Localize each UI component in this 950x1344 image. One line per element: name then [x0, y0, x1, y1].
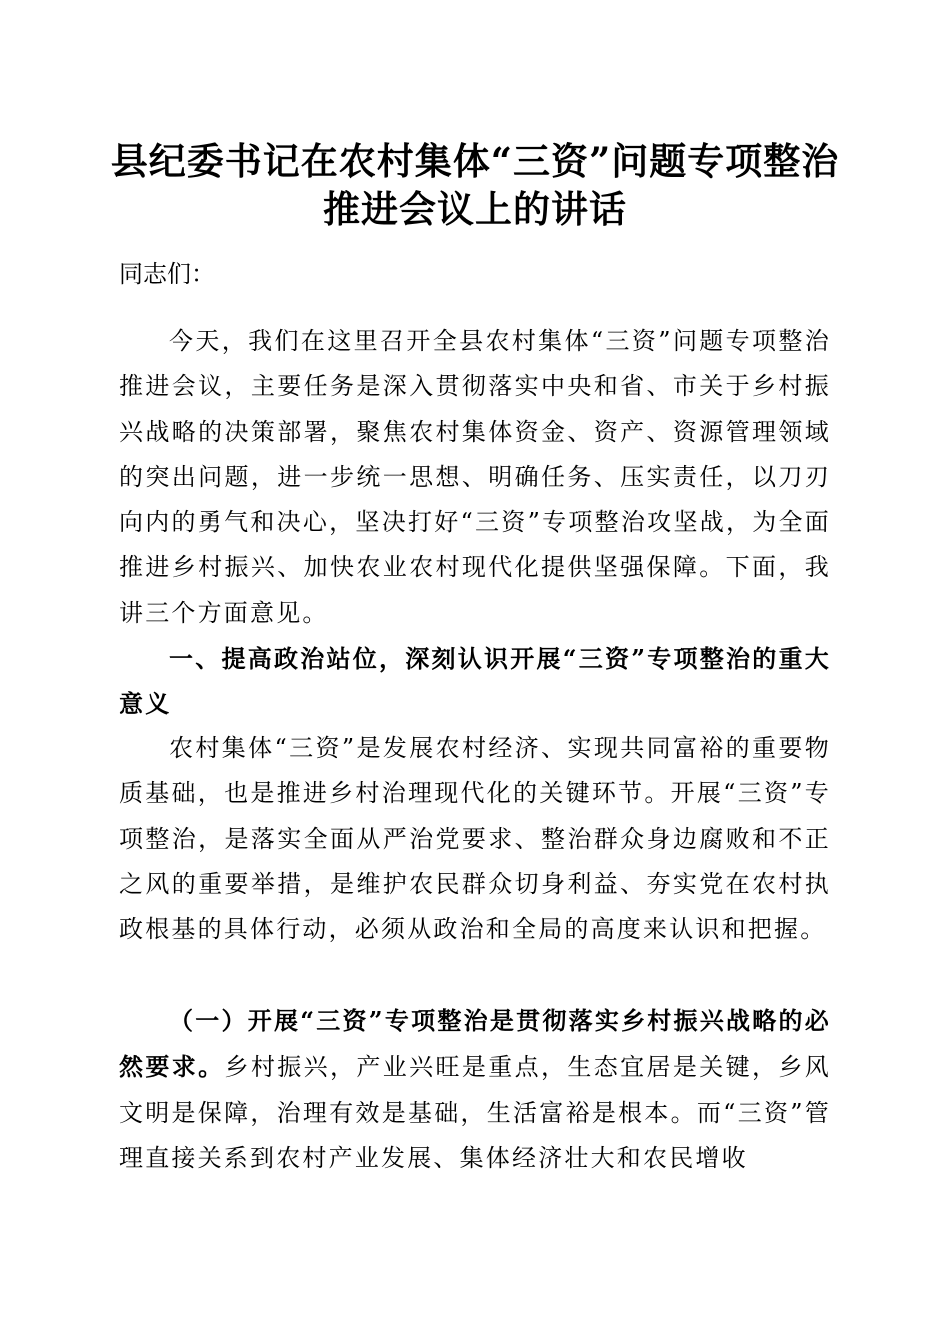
paragraph-subsection-1	[119, 998, 831, 1181]
paragraph-significance: 农村集体“三资”是发展农村经济、实现共同富裕的重要物质基础，也是推进乡村治理现代化的关键环节。开展“三资”专项整治，是落实全面从严治党要求、整治群众身边腐败和不正之风的重要举措，是维护农民群众切身利益、夯实党在农村执政根基的具体行动，必须从政治和全局的高度来认识和把握。	[119, 734, 831, 944]
document-title-line-2: 推进会议上的讲话	[323, 187, 627, 231]
paragraph-intro: 今天，我们在这里召开全县农村集体“三资”问题专项整治推进会议，主要任务是深入贯彻落实中央和省、市关于乡村振兴战略的决策部署，聚焦农村集体资金、资产、资源管理领域的突出问题，进一步统一思想、明确任务、压实责任，以刀刃向内的勇气和决心，坚决打好“三资”专项整治攻坚战，为全面推进乡村振兴、加快农业农村现代化提供坚强保障。下面，我讲三个方面意见。	[119, 327, 831, 627]
greeting: 同志们：	[119, 260, 215, 288]
subsection-1-heading: （一）开展“三资”专项整治是贯彻落实乡村振兴战略的必然要求。	[119, 1006, 831, 1082]
section-heading-1: 一、提高政治站位，深刻认识开展“三资”专项整治的重大意义	[119, 644, 831, 719]
document-title-line-1: 县纪委书记在农村集体“三资”问题专项整治	[110, 139, 840, 183]
subsection-1-text: 乡村振兴，产业兴旺是重点，生态宜居是关键，乡风文明是保障，治理有效是基础，生活富裕是根本。而“三资”管理直接关系到农村产业发展、集体经济壮大和农民增收	[119, 1053, 831, 1172]
